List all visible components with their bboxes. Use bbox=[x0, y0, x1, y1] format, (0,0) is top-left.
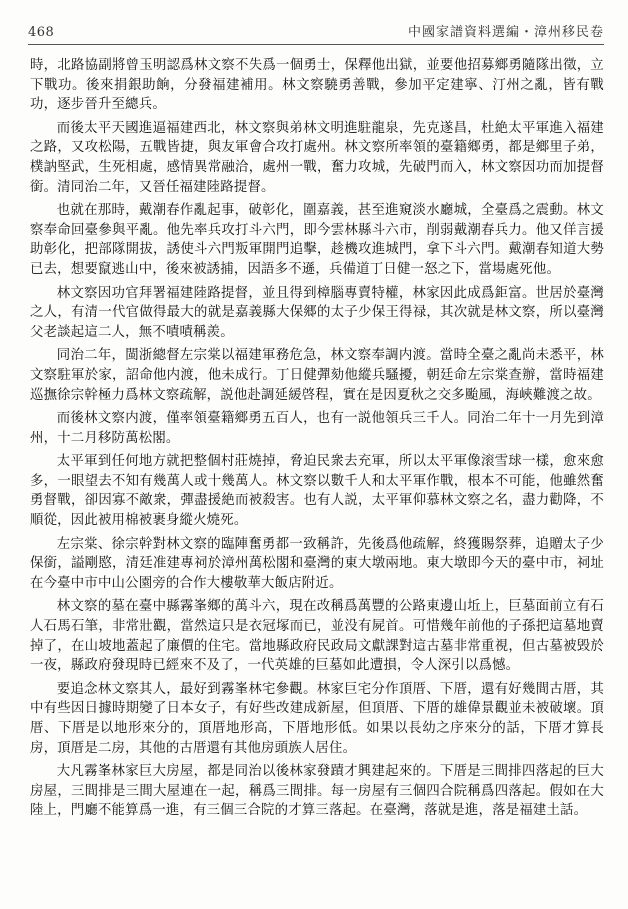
paragraph: 時，北路協副將曾玉明認爲林文察不失爲一個勇士，保釋他出獄，並要他招募鄉勇隨隊出徵，立下戰功。後來捐銀助餉，分發福建補用。林文察驍勇善戰，參加平定建寧、汀州之亂，皆有戰功，逐步晉升至總兵。 bbox=[30, 58, 604, 113]
paragraph: 林文察的墓在臺中縣霧峯鄉的萬斗六，現在改稱爲萬豐的公路東邊山坵上，巨墓面前立有石人石馬石筆，非常壯觀，當然這只是衣冠塚而已，並没有屍首。可惜幾年前他的子孫把這墓地賣掉了，在山坡地蓋起了廉價的住宅。當地縣政府民政局文獻課對這古墓非常重視，但古墓被毁於一夜，縣政府發現時已經來不及了，一代英雄的巨墓如此遭損，令人深引以爲憾。 bbox=[30, 599, 604, 674]
page-header bbox=[28, 20, 604, 40]
paragraph: 太平軍到任何地方就把整個村莊燒掉，脅迫民衆去充軍，所以太平軍像滚雪球一樣，愈來愈多，一眼望去不知有幾萬人或十幾萬人。林文察以數千人和太平軍作戰，根本不可能，他雖然奮勇督戰，卻因寡不敵衆，彈盡援絶而被殺害。也有人説，太平軍仰慕林文察之名，盡力勸降，不順從，因此被用棉被裹身縱火燒死。 bbox=[30, 454, 604, 529]
paragraph: 左宗棠、徐宗幹對林文察的臨陣奮勇都一致稱許，先後爲他疏解，終獲賜祭葬，追贈太子少保銜，謚剛愍，清廷准建專祠於漳州萬松閣和臺灣的東大墩兩地。東大墩即今天的臺中市，祠址在今臺中市中山公園旁的合作大樓敬華大飯店附近。 bbox=[30, 536, 604, 591]
page-number: 468 bbox=[28, 25, 55, 40]
paragraph: 也就在那時，戴潮春作亂起事，破彰化，圍嘉義，甚至進窺淡水廳城，全臺爲之震動。林文察奉命回臺參與平亂。他先率兵攻打斗六門，即今雲林縣斗六市，削弱戴潮春兵力。他又佯言援助彰化，把部隊開拔，誘使斗六門叛軍開門追擊，趁機攻進城門，拿下斗六門。戴潮春知道大勢已去，想要竄逃山中，後來被誘捕，因語多不遜，兵備道丁日健一怒之下，當場處死他。 bbox=[30, 203, 604, 277]
running-title: 中國家譜資料選編・漳州移民卷 bbox=[407, 25, 604, 40]
paragraph: 大凡霧峯林家巨大房屋，都是同治以後林家發蹟才興建起來的。下厝是三間排四落起的巨大房屋，三間排是三間大屋連在一起，稱爲三間排。每一房屋有三個四合院稱爲四落起。假如在大陸上，門廳不能算爲一進，有三個三合院的才算三落起。在臺灣，落就是進，落是福建土話。 bbox=[30, 764, 604, 819]
paragraph: 而後太平天國進逼福建西北，林文察與弟林文明進駐龍泉，先克遂昌，杜絶太平軍進入福建之路，又攻松陽，五戰皆捷，與友軍會合攻打處州。林文察所率領的臺籍鄉勇，都是鄉里子弟，樸訥堅武，生死相處，感情異常融洽，處州一戰，奮力攻城，先破門而入，林文察因功而加提督銜。清同治二年，又晉任福建陸路提督。 bbox=[30, 120, 604, 195]
body-text bbox=[30, 56, 604, 825]
paragraph: 而後林文察内渡，僅率領臺籍鄉勇五百人，也有一説他領兵三千人。同治二年十一月先到漳州，十二月移防萬松閣。 bbox=[30, 411, 604, 446]
paragraph: 同治二年，閩浙總督左宗棠以福建軍務危急，林文察奉調内渡。當時全臺之亂尚未悉平，林文察駐軍於家，詔命他内渡，他未成行。丁日健彈劾他縱兵騷擾，朝廷命左宗棠查辦，當時福建巡撫徐宗幹極力爲林文察疏解，説他赴調延緩啓程，實在是因夏秋之交多颱風，海峽難渡之故。 bbox=[30, 348, 604, 403]
paragraph: 要追念林文察其人，最好到霧峯林宅參觀。林家巨宅分作頂厝、下厝，還有好幾間古厝，其中有些因日據時期變了日本女子，有好些改建成新屋，但頂厝、下厝的雄偉景觀並未被破壞。頂厝、下厝是以地形來分的，頂厝地形高，下厝地形低。如果以長幼之序來分的話，下厝才算長房，頂厝是二房，其他的古厝還有其他房頭族人居住。 bbox=[30, 681, 604, 756]
paragraph: 林文察因功官拜署福建陸路提督，並且得到樟腦專賣特權，林家因此成爲鉅富。世居於臺灣之人，有清一代官做得最大的就是嘉義縣大保郷的太子少保王得禄，其次就是林文察，所以臺灣父老談起這二人，無不嘖嘖稱羨。 bbox=[30, 285, 604, 340]
header-rule bbox=[28, 44, 604, 45]
